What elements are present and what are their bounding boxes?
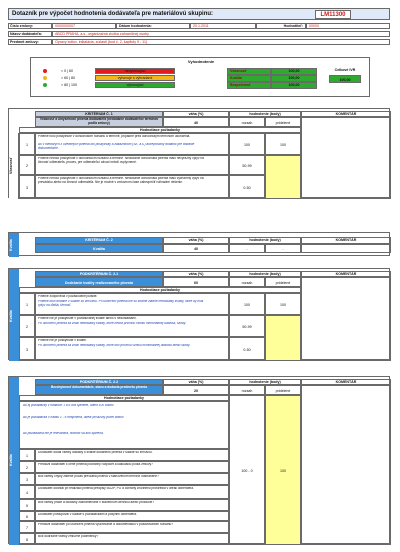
requirement-text: Dodávateľ dodržal pri realizácii plnenia predpisy BOZP, PO a ochrany životného prostredia v areáli odberateľa. xyxy=(38,487,194,490)
given-header: pridelené xyxy=(265,385,301,395)
criterion-1-side xyxy=(9,133,19,199)
score-label: Kvalita xyxy=(227,75,271,82)
row-number: 1 xyxy=(19,449,35,461)
requirement-note: Po ukončení plnenia sa zistili nedostatky kvality, ktoré boli príčinou vzniku mimoriadnej udalosti alebo škody. xyxy=(38,344,191,347)
comment-header: KOMENTÁR xyxy=(301,111,391,117)
given-cell: - xyxy=(265,244,301,253)
row-number: 3 xyxy=(19,337,35,361)
criterion-title: KRITÉRIUM Č. 1 xyxy=(35,111,163,117)
requirement-text: Boli dodržané všetky zmluvné podmienky? xyxy=(38,535,99,538)
requirement-text: Predložil dodávateľ k cene plnenia podrobný rozpočet a kalkuláciu podľa zmluvy? xyxy=(38,463,153,466)
weight-value: 60 xyxy=(163,277,229,287)
instruction-line: Ak je požiadavka v riadku 1 - 6 nesplnená, udeliť príslušný počet bodov. xyxy=(23,416,125,419)
criterion-title: PODKRITÉRIUM Č. 2.2 xyxy=(35,379,163,385)
contract-subject-field[interactable]: Opravy kotlov, inštalácia, súčasti (bod č. 2, kapitoly 9 - 11) xyxy=(52,39,390,45)
range-header: rozsah xyxy=(229,385,265,395)
requirement-text: Plnenie nebolo poskytnuté v dohodnutom rozsahu a termíne. Nedodanie dohodnutia plnenia malo nevýrazný vplyv na činnosť odberateľa, proces, pre odberateľa i závod neboli ovplyvnené. xyxy=(38,157,204,164)
requirements-header: Hodnotiace požiadavky xyxy=(19,127,301,133)
contract-subject-label: Predmet zmluvy: xyxy=(8,39,52,45)
row-number: 1 xyxy=(19,133,35,155)
given-cell[interactable]: 100 xyxy=(265,395,301,545)
requirement-row xyxy=(35,449,229,461)
score-value: 100,00 xyxy=(271,82,317,89)
green-traffic-light-icon xyxy=(43,83,47,87)
evaluation-date-field[interactable]: 20.1.2011 xyxy=(190,23,256,29)
evaluation-summary xyxy=(30,57,370,97)
requirement-row xyxy=(35,473,229,485)
evaluator-label: Hodnotiteľ: xyxy=(256,23,306,29)
criterion-subtitle: Včasnosť a úmyselnosť plnenia dodávateľa (nedodanie dodávateľov termínov podľa zmluvy) xyxy=(35,117,163,127)
score-label: Bezpečnosť xyxy=(227,82,271,89)
score-label: Včasnosť xyxy=(227,68,271,75)
requirement-text: Plnenie bolo poskytnuté v dohodnutom rozsahu a termíne, prípadne pred dohodnutým termínom ukončenia. xyxy=(38,135,191,138)
criterion-2-section xyxy=(8,232,390,256)
row-number: 1 xyxy=(19,293,35,315)
row-number: 3 xyxy=(19,175,35,199)
comment-cell[interactable] xyxy=(301,385,391,545)
requirement-text: Boli všetky chyby zistené počas prevzatia plnenia v stanovenom termíne odstránené? xyxy=(38,475,159,478)
points-header: hodnotenie (body) xyxy=(229,271,301,277)
requirement-row xyxy=(35,485,229,499)
given-cell[interactable] xyxy=(265,155,301,199)
row-number: 6 xyxy=(19,511,35,521)
legend-range: < 0 | 60 xyxy=(61,69,74,73)
total-label: Celkové IVR xyxy=(334,68,356,72)
material-group-code: LM11300 xyxy=(315,10,351,19)
legend-row-red xyxy=(43,68,183,74)
instruction-line: Ak požiadavka nie je relevantná, hodnotí sa ako splnená. xyxy=(23,432,104,435)
weight-header: váha (%) xyxy=(163,237,229,244)
requirement-text: Dodávateľ dodal všetky doklady o kvalite dodaného plnenia v súlade so zmluvou. xyxy=(38,451,153,454)
criterion-1-section xyxy=(8,108,390,198)
subcriterion-2-2-section xyxy=(8,376,390,544)
criterion-title: PODKRITÉRIUM Č. 2.1 xyxy=(35,271,163,277)
requirements-header: Hodnotiace požiadavky xyxy=(19,287,301,293)
supplier-name-label: Názov dodávateľa: xyxy=(8,31,52,37)
requirement-note: Plnenie bolo dodané v súlade so zmluvou. Po ukončení plnenia nie sú známe žiadne nedostatky kvality, ktoré by mali vplyv na ďalšiu činnosť. xyxy=(38,300,204,307)
subcriterion-2-2-side xyxy=(9,377,19,545)
weight-value: 40 xyxy=(163,117,229,127)
red-traffic-light-icon xyxy=(43,69,47,73)
comment-header: KOMENTÁR xyxy=(301,379,391,385)
requirement-text: Plnenie zodpovedá v požadovanej kvalite. xyxy=(38,295,98,298)
range-cell: 50-99 xyxy=(229,315,265,337)
legend-label: nevyhovujúci xyxy=(95,68,175,74)
evaluation-title: Vyhodnotenie xyxy=(187,59,215,64)
requirements-header: Hodnotiace požiadavky xyxy=(19,395,229,401)
range-header: rozsah xyxy=(229,277,265,287)
requirement-text: Boli všetky práce a dodávky zaznamenané v stavebnom denníku alebo protokole? xyxy=(38,501,155,504)
range-header: rozsah xyxy=(229,117,265,127)
subcriterion-2-1-section xyxy=(8,268,390,360)
row-number: 4 xyxy=(19,485,35,499)
given-cell[interactable]: 100 xyxy=(265,133,301,155)
requirement-row xyxy=(35,533,229,545)
score-value: 100,00 xyxy=(271,68,317,75)
range-cell: - xyxy=(229,244,265,253)
score-value: 100,00 xyxy=(271,75,317,82)
given-cell[interactable]: 100 xyxy=(265,293,301,315)
range-cell: 100 xyxy=(229,133,265,155)
requirement-row xyxy=(35,155,229,175)
given-header: pridelené xyxy=(265,117,301,127)
weight-header: váha (%) xyxy=(163,379,229,385)
requirement-row xyxy=(35,499,229,511)
row-number: 2 xyxy=(19,315,35,337)
requirement-row xyxy=(35,511,229,521)
supplier-name-field[interactable]: ABCD PRAHA, a.s., organizačná zložka zahraničnej osoby xyxy=(52,31,390,37)
points-header: hodnotenie (body) xyxy=(229,379,301,385)
criterion-2-side xyxy=(9,233,19,257)
requirement-row xyxy=(35,315,229,337)
info-block xyxy=(8,23,390,53)
page-title: Dotazník pre výpočet hodnotenia dodávateľa pre materiálovú skupinu: xyxy=(12,11,214,17)
comment-header: KOMENTÁR xyxy=(301,237,391,244)
legend-row-green xyxy=(43,82,183,88)
range-cell: 100 - 0 xyxy=(229,395,265,545)
total-value: 100,00 xyxy=(329,75,361,83)
row-number: 5 xyxy=(19,499,35,511)
requirement-row xyxy=(35,293,229,315)
comment-cell[interactable] xyxy=(301,117,391,199)
legend-range: > 60 | 80 xyxy=(61,76,76,80)
criterion-subtitle: Dodržanie kvality realizovaného plnenia xyxy=(35,277,163,287)
weight-value: 40 xyxy=(163,244,229,253)
evaluation-date-label: Dátum hodnotenia: xyxy=(116,23,190,29)
section-side-label: Kvalita xyxy=(9,454,13,466)
range-cell: 50-99 xyxy=(229,155,265,175)
requirement-row xyxy=(35,175,229,199)
section-side-label: Kvalita xyxy=(9,310,13,322)
weight-header: váha (%) xyxy=(163,111,229,117)
range-cell: 0-50 xyxy=(229,337,265,361)
legend-row-yellow xyxy=(43,75,183,81)
weight-value: 20 xyxy=(163,385,229,395)
given-cell[interactable] xyxy=(265,315,301,361)
requirement-row xyxy=(35,461,229,473)
criterion-subtitle: Bezchybnosť dokumentácie, stavu a dodania predmetu plnenia xyxy=(35,385,163,395)
row-number: 2 xyxy=(19,461,35,473)
given-header: pridelené xyxy=(265,277,301,287)
points-header: hodnotenie (body) xyxy=(229,111,301,117)
requirement-text: Plnenie nebolo poskytnuté v dohodnutom rozsahu a termíne. Nedodanie dohodnutia plnenia malo významný vplyv na prevádzku alebo na činnosť odberateľa. Nie je možné v zmluvnom čase zabezpečiť náhradné riešenie. xyxy=(38,177,204,184)
row-number: 7 xyxy=(19,521,35,533)
yellow-traffic-light-icon xyxy=(43,76,47,80)
requirement-text: Plnenie nie je poskytnuté v kvalite. xyxy=(38,339,87,342)
criterion-subtitle: Kvalita xyxy=(35,244,163,253)
legend-label: vyhovujúci xyxy=(95,82,175,88)
weight-header: váha (%) xyxy=(163,271,229,277)
comment-header: KOMENTÁR xyxy=(301,271,391,277)
requirement-note: Ak v niektorých z uvedených plnenia bol poskytnutý a zákazníkom (SE, a.s.) akceptovaný dodatok pre dodanie dokumentácie. xyxy=(38,143,195,150)
requirement-note: Po ukončení plnenia sa zistili nedostatky kvality, ktoré neboli príčinou vzniku mimoriadnej udalosti, škody. xyxy=(38,322,186,325)
comment-cell[interactable] xyxy=(301,244,391,253)
header-bar xyxy=(8,8,390,20)
points-header: hodnotenie (body) xyxy=(229,237,301,244)
row-number: 2 xyxy=(19,155,35,175)
requirement-text: Dodávateľ postupoval v súlade s požiadavkami a pokynmi odberateľa. xyxy=(38,513,137,516)
range-cell: 100 xyxy=(229,293,265,315)
comment-cell[interactable] xyxy=(301,277,391,361)
section-side-label: Kvalita xyxy=(9,239,13,251)
legend-label: vyhovuje s výhradami xyxy=(95,75,175,81)
requirement-row xyxy=(35,337,229,361)
requirement-text: Plnenie nie je poskytnuté v požadovanej kvalite alebo s nedostatkami. xyxy=(38,317,137,320)
instruction-line: Ak aj požiadavky v riadkoch 1 a 6 boli splnené, udeliť 100 bodov. xyxy=(23,404,115,407)
subcriterion-2-1-side xyxy=(9,269,19,361)
contract-number-field[interactable]: 0000000007 xyxy=(52,23,116,29)
requirement-text: Predložil dodávateľ po ukončení plnenia vyúčtovanie a dokumentáciu v požadovanom rozsahu? xyxy=(38,523,174,526)
scoring-instructions xyxy=(19,401,229,449)
requirement-row xyxy=(35,521,229,533)
contract-number-label: Číslo zmluvy: xyxy=(8,23,52,29)
score-table xyxy=(227,68,317,89)
legend-range: > 80 | 100 xyxy=(61,83,78,87)
row-number: 8 xyxy=(19,533,35,545)
requirement-row xyxy=(35,133,229,155)
range-cell: 0-50 xyxy=(229,175,265,199)
row-number: 3 xyxy=(19,473,35,485)
evaluator-field[interactable]: 00000 xyxy=(306,23,390,29)
section-side-label: Včasnosť xyxy=(9,157,13,175)
criterion-title: KRITÉRIUM Č. 2 xyxy=(35,237,163,244)
